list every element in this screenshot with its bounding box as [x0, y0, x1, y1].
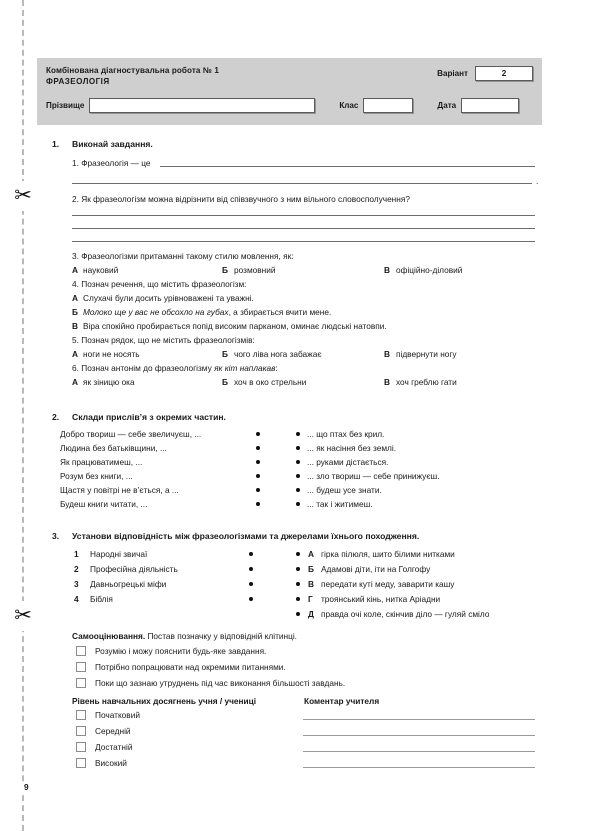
klas-label: Клас: [339, 100, 359, 110]
task-2-right-item: ... руками дістається.: [307, 457, 389, 467]
task-3-left-bullet[interactable]: [249, 552, 253, 556]
header-titles: [46, 65, 219, 88]
task-3-left-bullet[interactable]: [249, 582, 253, 586]
task-2-right-bullet[interactable]: [296, 460, 300, 464]
task-2-right-bullet[interactable]: [296, 446, 300, 450]
task-2-left-item: Як працюватимеш, ...: [60, 457, 143, 467]
q6-option-letter[interactable]: В: [384, 377, 390, 387]
task-1-q6-prompt: [72, 363, 278, 373]
levels-title-text: Рівень навчальних досягнень учня / учениці: [72, 696, 257, 706]
levels-title: [72, 696, 256, 706]
task-3-right-item: передати куті меду, заварити кашу: [321, 579, 455, 589]
task-3-right-bullet[interactable]: [296, 612, 300, 616]
teacher-comment-rule[interactable]: [303, 767, 535, 768]
answer-rule[interactable]: [72, 241, 535, 242]
task-3-left-bullet[interactable]: [249, 597, 253, 601]
task-2-left-bullet[interactable]: [256, 474, 260, 478]
task-2-left-item: Людина без батьківщини, ...: [60, 443, 167, 453]
task-3-right-letter: Г: [308, 594, 313, 604]
q3-option-letter[interactable]: А: [72, 265, 78, 275]
q1-end-punct: .: [536, 176, 539, 186]
scissors-icon: ✂: [11, 181, 35, 211]
klas-input[interactable]: [363, 98, 413, 113]
q3-option-text[interactable]: розмовний: [234, 265, 276, 275]
task-3-heading: Установи відповідність між фразеологізмами та джерелами їхнього походження.: [72, 531, 420, 541]
q4-option-letter[interactable]: А: [72, 293, 78, 303]
task-1-heading: Виконай завдання.: [72, 139, 153, 149]
q4-option-text[interactable]: Віра спокійно пробирається попід високим парканом, оминає людські натовпи.: [83, 321, 387, 331]
task-2-right-bullet[interactable]: [296, 488, 300, 492]
task-3-right-letter: В: [308, 579, 314, 589]
task-1-number: 1.: [52, 139, 60, 149]
q4-option-idiom: Молоко ще у вас не обсохло на губах: [83, 307, 229, 317]
task-3-left-num: 4: [74, 594, 79, 604]
self-assessment-checkbox[interactable]: [76, 662, 86, 672]
task-3-left-item: Професійна діяльність: [90, 564, 178, 574]
answer-rule[interactable]: [160, 166, 535, 167]
cut-line: [22, 0, 24, 831]
task-3-right-item: гірка пілюля, шито білими нитками: [321, 549, 455, 559]
task-3-left-bullet[interactable]: [249, 567, 253, 571]
level-label: Середній: [95, 726, 131, 736]
level-checkbox[interactable]: [76, 758, 86, 768]
self-assessment-title-bold: Самооцінювання.: [72, 631, 146, 641]
q4-option-text[interactable]: [83, 307, 331, 317]
work-title: Комбінована діагностувальна робота № 1: [46, 66, 219, 75]
level-checkbox[interactable]: [76, 726, 86, 736]
level-label: Достатній: [95, 742, 133, 752]
q5-option-text[interactable]: підвернути ногу: [396, 349, 457, 359]
task-1-q5-prompt: 5. Познач рядок, що не містить фразеологізмів:: [72, 335, 255, 345]
task-3-left-item: Народні звичаї: [90, 549, 148, 559]
task-2-left-bullet[interactable]: [256, 502, 260, 506]
level-label: Початковий: [95, 710, 140, 720]
task-2-left-item: Щастя у повітрі не в’ється, а ...: [60, 485, 179, 495]
task-3-right-letter: Б: [308, 564, 314, 574]
surname-input[interactable]: [89, 98, 315, 113]
page-number: 9: [24, 782, 29, 792]
q3-option-letter[interactable]: Б: [222, 265, 228, 275]
task-2-right-item: ... так і житимеш.: [307, 499, 373, 509]
task-2-left-item: Розум без книги, ...: [60, 471, 133, 481]
teacher-comment-title-text: Коментар учителя: [304, 696, 380, 706]
task-2-right-bullet[interactable]: [296, 432, 300, 436]
q3-option-letter[interactable]: В: [384, 265, 390, 275]
task-3-left-num: 2: [74, 564, 79, 574]
task-3-left-item: Давньогрецькі міфи: [90, 579, 167, 589]
self-assessment-item: Потрібно попрацювати над окремими питаннями.: [95, 662, 286, 672]
task-2-right-bullet[interactable]: [296, 502, 300, 506]
q4-option-text[interactable]: Слухачі були досить урівноважені та уважні.: [83, 293, 254, 303]
q3-option-text[interactable]: науковий: [83, 265, 119, 275]
task-3-right-item: троянський кінь, нитка Аріадни: [321, 594, 441, 604]
header-panel: [37, 58, 542, 125]
answer-rule[interactable]: [72, 228, 535, 229]
work-subject: ФРАЗЕОЛОГІЯ: [46, 77, 110, 87]
task-2-right-bullet[interactable]: [296, 474, 300, 478]
variant-field[interactable]: 2: [475, 66, 533, 81]
self-assessment-item: Розумію і можу пояснити будь-яке завдання.: [95, 646, 267, 656]
task-3-right-bullet[interactable]: [296, 582, 300, 586]
task-2-right-item: ... будеш усе знати.: [307, 485, 382, 495]
q6-prompt-post: :: [275, 363, 278, 373]
q4-option-letter[interactable]: Б: [72, 307, 78, 317]
answer-rule[interactable]: [72, 215, 535, 216]
task-2-left-bullet[interactable]: [256, 446, 260, 450]
task-2-right-item: ... що птах без крил.: [307, 429, 385, 439]
date-label: Дата: [437, 100, 457, 110]
self-assessment-title-rest: Постав позначку у відповідній клітинці.: [145, 631, 297, 641]
q6-prompt-pre: 6. Познач антонім до фразеологізму: [72, 363, 215, 373]
level-label: Високий: [95, 758, 127, 768]
self-assessment-item: Поки що зазнаю утруднень під час виконання більшості завдань.: [95, 678, 346, 688]
task-2-left-item: Будеш книги читати, ...: [60, 499, 148, 509]
task-1-q1-text: 1. Фразеологія — це: [72, 158, 151, 168]
self-assessment-checkbox[interactable]: [76, 678, 86, 688]
task-3-right-bullet[interactable]: [296, 597, 300, 601]
level-checkbox[interactable]: [76, 742, 86, 752]
task-2-left-item: Добро твориш — себе звеличуєш, ...: [60, 429, 202, 439]
teacher-comment-rule[interactable]: [303, 751, 535, 752]
q3-option-text[interactable]: офіційно-діловий: [396, 265, 463, 275]
date-input[interactable]: [461, 98, 519, 113]
self-assessment-title: [72, 631, 297, 641]
q6-option-text[interactable]: хоч в око стрельни: [234, 377, 307, 387]
q6-option-text[interactable]: хоч греблю гати: [396, 377, 457, 387]
task-3-right-letter: А: [308, 549, 314, 559]
q5-option-letter[interactable]: В: [384, 349, 390, 359]
q5-option-letter[interactable]: А: [72, 349, 78, 359]
teacher-comment-rule[interactable]: [303, 719, 535, 720]
level-checkbox[interactable]: [76, 710, 86, 720]
q6-option-text[interactable]: як зіницю ока: [83, 377, 135, 387]
surname-label: Прізвище: [46, 100, 85, 110]
q5-option-text[interactable]: ноги не носять: [83, 349, 140, 359]
task-3-left-num: 3: [74, 579, 79, 589]
q6-option-letter[interactable]: Б: [222, 377, 228, 387]
task-3-right-item: правда очі коле, скінчив діло — гуляй сміло: [321, 609, 490, 619]
answer-rule[interactable]: [72, 183, 532, 184]
task-3-number: 3.: [52, 531, 60, 541]
task-2-number: 2.: [52, 412, 60, 422]
teacher-comment-rule[interactable]: [303, 735, 535, 736]
variant-group: [437, 66, 533, 81]
task-1-q2-text: 2. Як фразеологізм можна відрізнити від співзвучного з ним вільного словосполучення?: [72, 194, 410, 204]
scissors-icon: ✂: [11, 601, 35, 631]
q5-option-text[interactable]: чого ліва нога забажає: [234, 349, 322, 359]
task-2-right-item: ... зло твориш — себе принижуєш.: [307, 471, 440, 481]
q5-option-letter[interactable]: Б: [222, 349, 228, 359]
task-2-left-bullet[interactable]: [256, 460, 260, 464]
self-assessment-checkbox[interactable]: [76, 646, 86, 656]
task-3-left-num: 1: [74, 549, 79, 559]
task-3-right-letter: Д: [308, 609, 314, 619]
task-1-q4-prompt: 4. Познач речення, що містить фразеологізм:: [72, 279, 247, 289]
q6-option-letter[interactable]: А: [72, 377, 78, 387]
task-3-left-item: Біблія: [90, 594, 113, 604]
task-1-q3-prompt: 3. Фразеологізми притаманні такому стилю мовлення, як:: [72, 251, 294, 261]
q6-prompt-idiom: як кіт наплакав: [214, 363, 276, 373]
task-3-right-bullet[interactable]: [296, 552, 300, 556]
task-2-heading: Склади прислів’я з окремих частин.: [72, 412, 226, 422]
variant-label: Варіант: [437, 69, 468, 78]
task-2-right-item: ... як насіння без землі.: [307, 443, 397, 453]
q4-option-letter[interactable]: В: [72, 321, 78, 331]
teacher-comment-title: [304, 696, 379, 706]
task-2-left-bullet[interactable]: [256, 488, 260, 492]
task-3-right-item: Адамові діти, іти на Голгофу: [321, 564, 431, 574]
task-3-right-bullet[interactable]: [296, 567, 300, 571]
task-2-left-bullet[interactable]: [256, 432, 260, 436]
q4-option-tail: , а збирається вчити мене.: [228, 307, 332, 317]
